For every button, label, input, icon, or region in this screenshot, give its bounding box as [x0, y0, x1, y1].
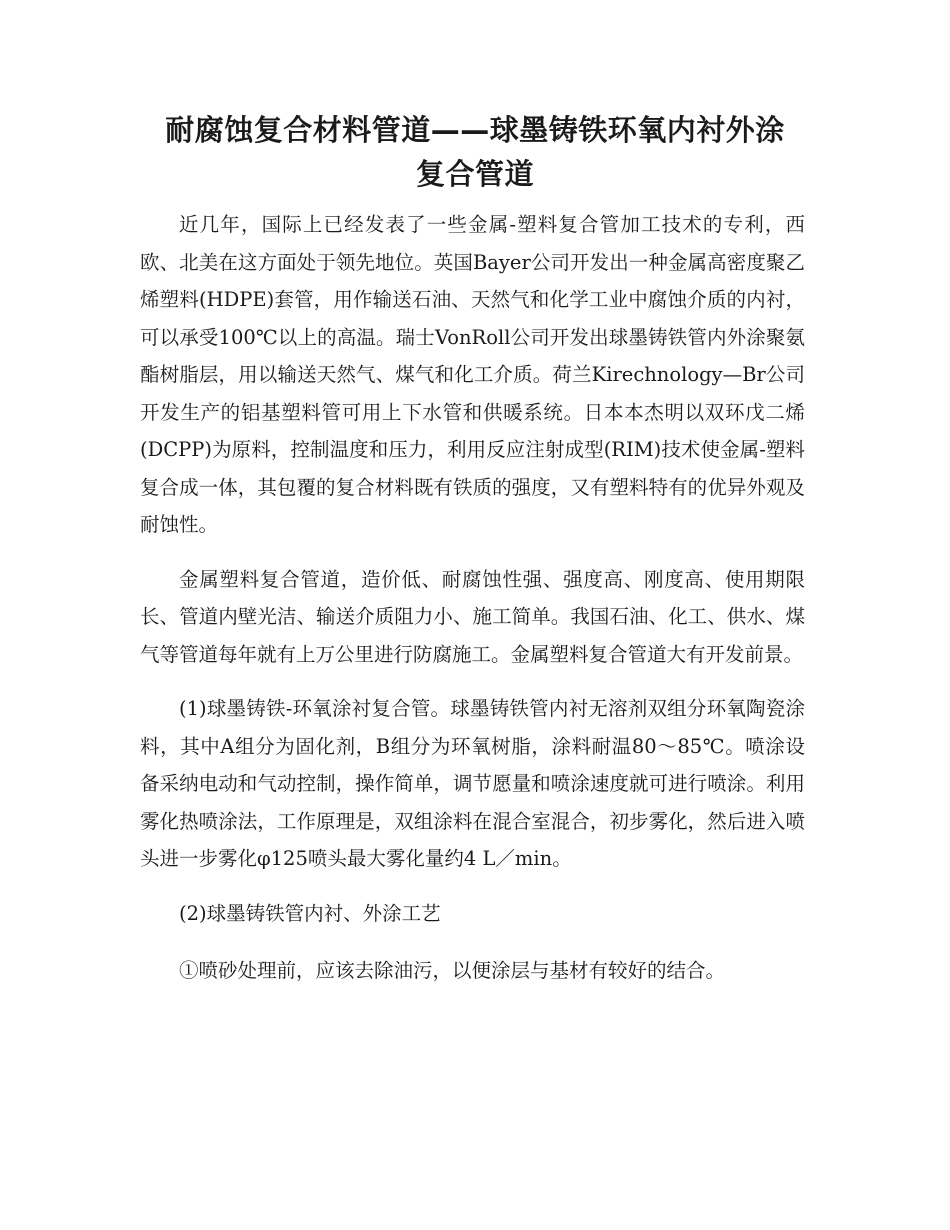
paragraph-international-progress: 近几年，国际上已经发表了一些金属-塑料复合管加工技术的专利，西欧、北美在这方面处于领先地位。英国Bayer公司开发出一种金属高密度聚乙烯塑料(HDPE)套管，用作输送石油、天然气和化学工业中腐蚀介质的内衬，可以承受100℃以上的高温。瑞士VonRoll公司开发出球墨铸铁管内外涂聚氨酯树脂层，用以输送天然气、煤气和化工介质。荷兰Kirechnology—Br公司开发生产的铝基塑料管可用上下水管和供暖系统。日本本杰明以双环戊二烯(DCPP)为原料，控制温度和压力，利用反应注射成型(RIM)技术使金属-塑料复合成一体，其包覆的复合材料既有铁质的强度，又有塑料特有的优异外观及耐蚀性。 — [140, 213, 805, 536]
title-line-1: 耐腐蚀复合材料管道——球墨铸铁环氧内衬外涂 — [165, 113, 785, 147]
paragraph-epoxy-lined-pipe: (1)球墨铸铁-环氧涂衬复合管。球墨铸铁管内衬无溶剂双组分环氧陶瓷涂料，其中A组分为固化剂，B组分为环氧树脂，涂料耐温80～85℃。喷涂设备采纳电动和气动控制，操作简单，调节愿量和喷涂速度就可进行喷涂。利用雾化热喷涂法，工作原理是，双组涂料在混合室混合，初步雾化，然后进入喷头进一步雾化φ125喷头最大雾化量约4 L／min。 — [140, 697, 805, 870]
document-body — [140, 206, 805, 1010]
paragraph-process-heading: (2)球墨铸铁管内衬、外涂工艺 — [179, 901, 441, 925]
paragraph-advantages: 金属塑料复合管道，造价低、耐腐蚀性强、强度高、刚度高、使用期限长、管道内壁光洁、输送介质阻力小、施工简单。我国石油、化工、供水、煤气等管道每年就有上万公里进行防腐施工。金属塑料复合管道大有开发前景。 — [140, 567, 805, 666]
paragraph-sandblasting-step: ①喷砂处理前，应该去除油污，以便涂层与基材有较好的结合。 — [179, 959, 726, 982]
document-title — [140, 108, 810, 196]
title-line-2: 复合管道 — [415, 157, 534, 191]
